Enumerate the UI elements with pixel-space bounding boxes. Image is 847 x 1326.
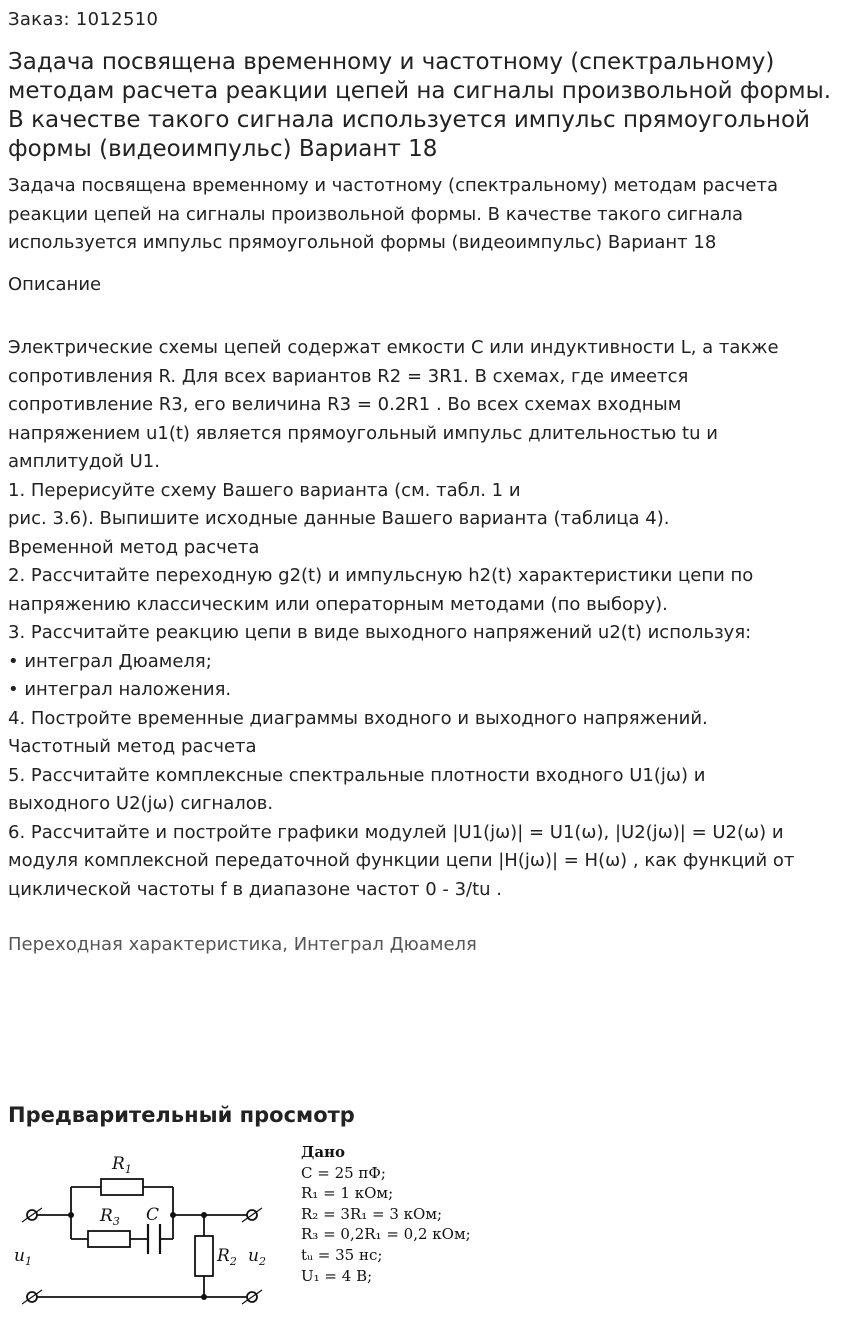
description-body [8,334,844,904]
given-line: tᵤ = 35 нс; [301,1245,383,1264]
resistor-r1 [101,1179,143,1195]
description-line: 6. Рассчитайте и постройте графики модулей |U1(jω)| = U1(ω), |U2(jω)| = U2(ω) и [8,821,784,843]
svg-text:R1: $R_1$ [112,1154,132,1176]
page-title: Задача посвящена временному и частотному (спектральному) методам расчета реакции цепей на сигналы произвольной формы. В качестве такого сигнала используется импульс прямоугольной формы (видеоимпульс) Вариант 18 [8,49,832,162]
given-heading: Дано [301,1143,346,1161]
description-line: сопротивление R3, его величина R3 = 0.2R1 . Во всех схемах входным [8,394,682,415]
tags[interactable]: Переходная характеристика, Интеграл Дюамеля [8,934,477,955]
label-u2: u [248,1246,259,1266]
given-line: U₁ = 4 В; [301,1266,373,1285]
given-line: R₂ = 3R₁ = 3 кОм; [301,1204,443,1223]
description-line: • интеграл наложения. [8,679,232,700]
description-line: циклической частоты f в диапазоне частот 0 - 3/tu . [8,878,503,900]
label-r2: R [217,1246,230,1266]
svg-text:R3: $R_3$ [100,1206,120,1228]
resistor-r2 [195,1236,213,1276]
description-line: Электрические схемы цепей содержат емкости C или индуктивности L, а также [8,337,779,358]
preview-heading: Предварительный просмотр [8,1103,355,1127]
description-line: 3. Рассчитайте реакцию цепи в виде выходного напряжений u2(t) используя: [8,622,752,643]
capacitor-c [148,1224,160,1254]
label-u1: u [14,1246,25,1266]
description-line: напряжением u1(t) является прямоугольный импульс длительностью tu и [8,422,718,444]
given-line: R₁ = 1 кОм; [301,1184,394,1203]
svg-text:u1: $u_1$ [14,1246,32,1268]
order-number: Заказ: 1012510 [8,9,159,30]
description-line: 4. Постройте временные диаграммы входного и выходного напряжений. [8,707,708,729]
svg-text:u2: $u_2$ [248,1246,266,1268]
label-c: C [146,1205,160,1225]
label-r1: R [112,1154,125,1174]
svg-text:R2: $R_2$ [217,1246,237,1268]
description-line: амплитудой U1. [8,451,160,472]
given-line: R₃ = 0,2R₁ = 0,2 кОм; [301,1225,471,1244]
given-values [301,1142,471,1286]
description-line: напряжению классическим или операторным методами (по выбору). [8,593,668,615]
resistor-r3 [88,1231,130,1247]
description-line: сопротивления R. Для всех вариантов R2 = 3R1. В схемах, где имеется [8,365,689,387]
given-line: C = 25 пФ; [301,1163,386,1182]
description-line: рис. 3.6). Выпишите исходные данные Вашего варианта (таблица 4). [8,508,670,529]
description-line: модуля комплексной передаточной функции цепи |H(jω)| = H(ω) , как функций от [8,850,795,871]
description-line: 5. Рассчитайте комплексные спектральные плотности входного U1(jω) и [8,764,706,786]
description-line: 1. Перерисуйте схему Вашего варианта (см. табл. 1 и [8,479,521,501]
description-line: 2. Рассчитайте переходную g2(t) и импульсную h2(t) характеристики цепи по [8,565,754,586]
description-line: • интеграл Дюамеля; [8,650,212,672]
description-line: Временной метод расчета [8,536,260,558]
task-summary: Задача посвящена временному и частотному (спектральному) методам расчета реакции цепей на сигналы произвольной формы. В качестве такого сигнала используется импульс прямоугольной формы (видеоимпульс) Вариант 18 [8,175,779,253]
description-line: Частотный метод расчета [8,736,257,757]
label-r3: R [100,1206,113,1226]
description-line: выходного U2(jω) сигналов. [8,793,274,814]
description-heading: Описание [8,274,102,295]
